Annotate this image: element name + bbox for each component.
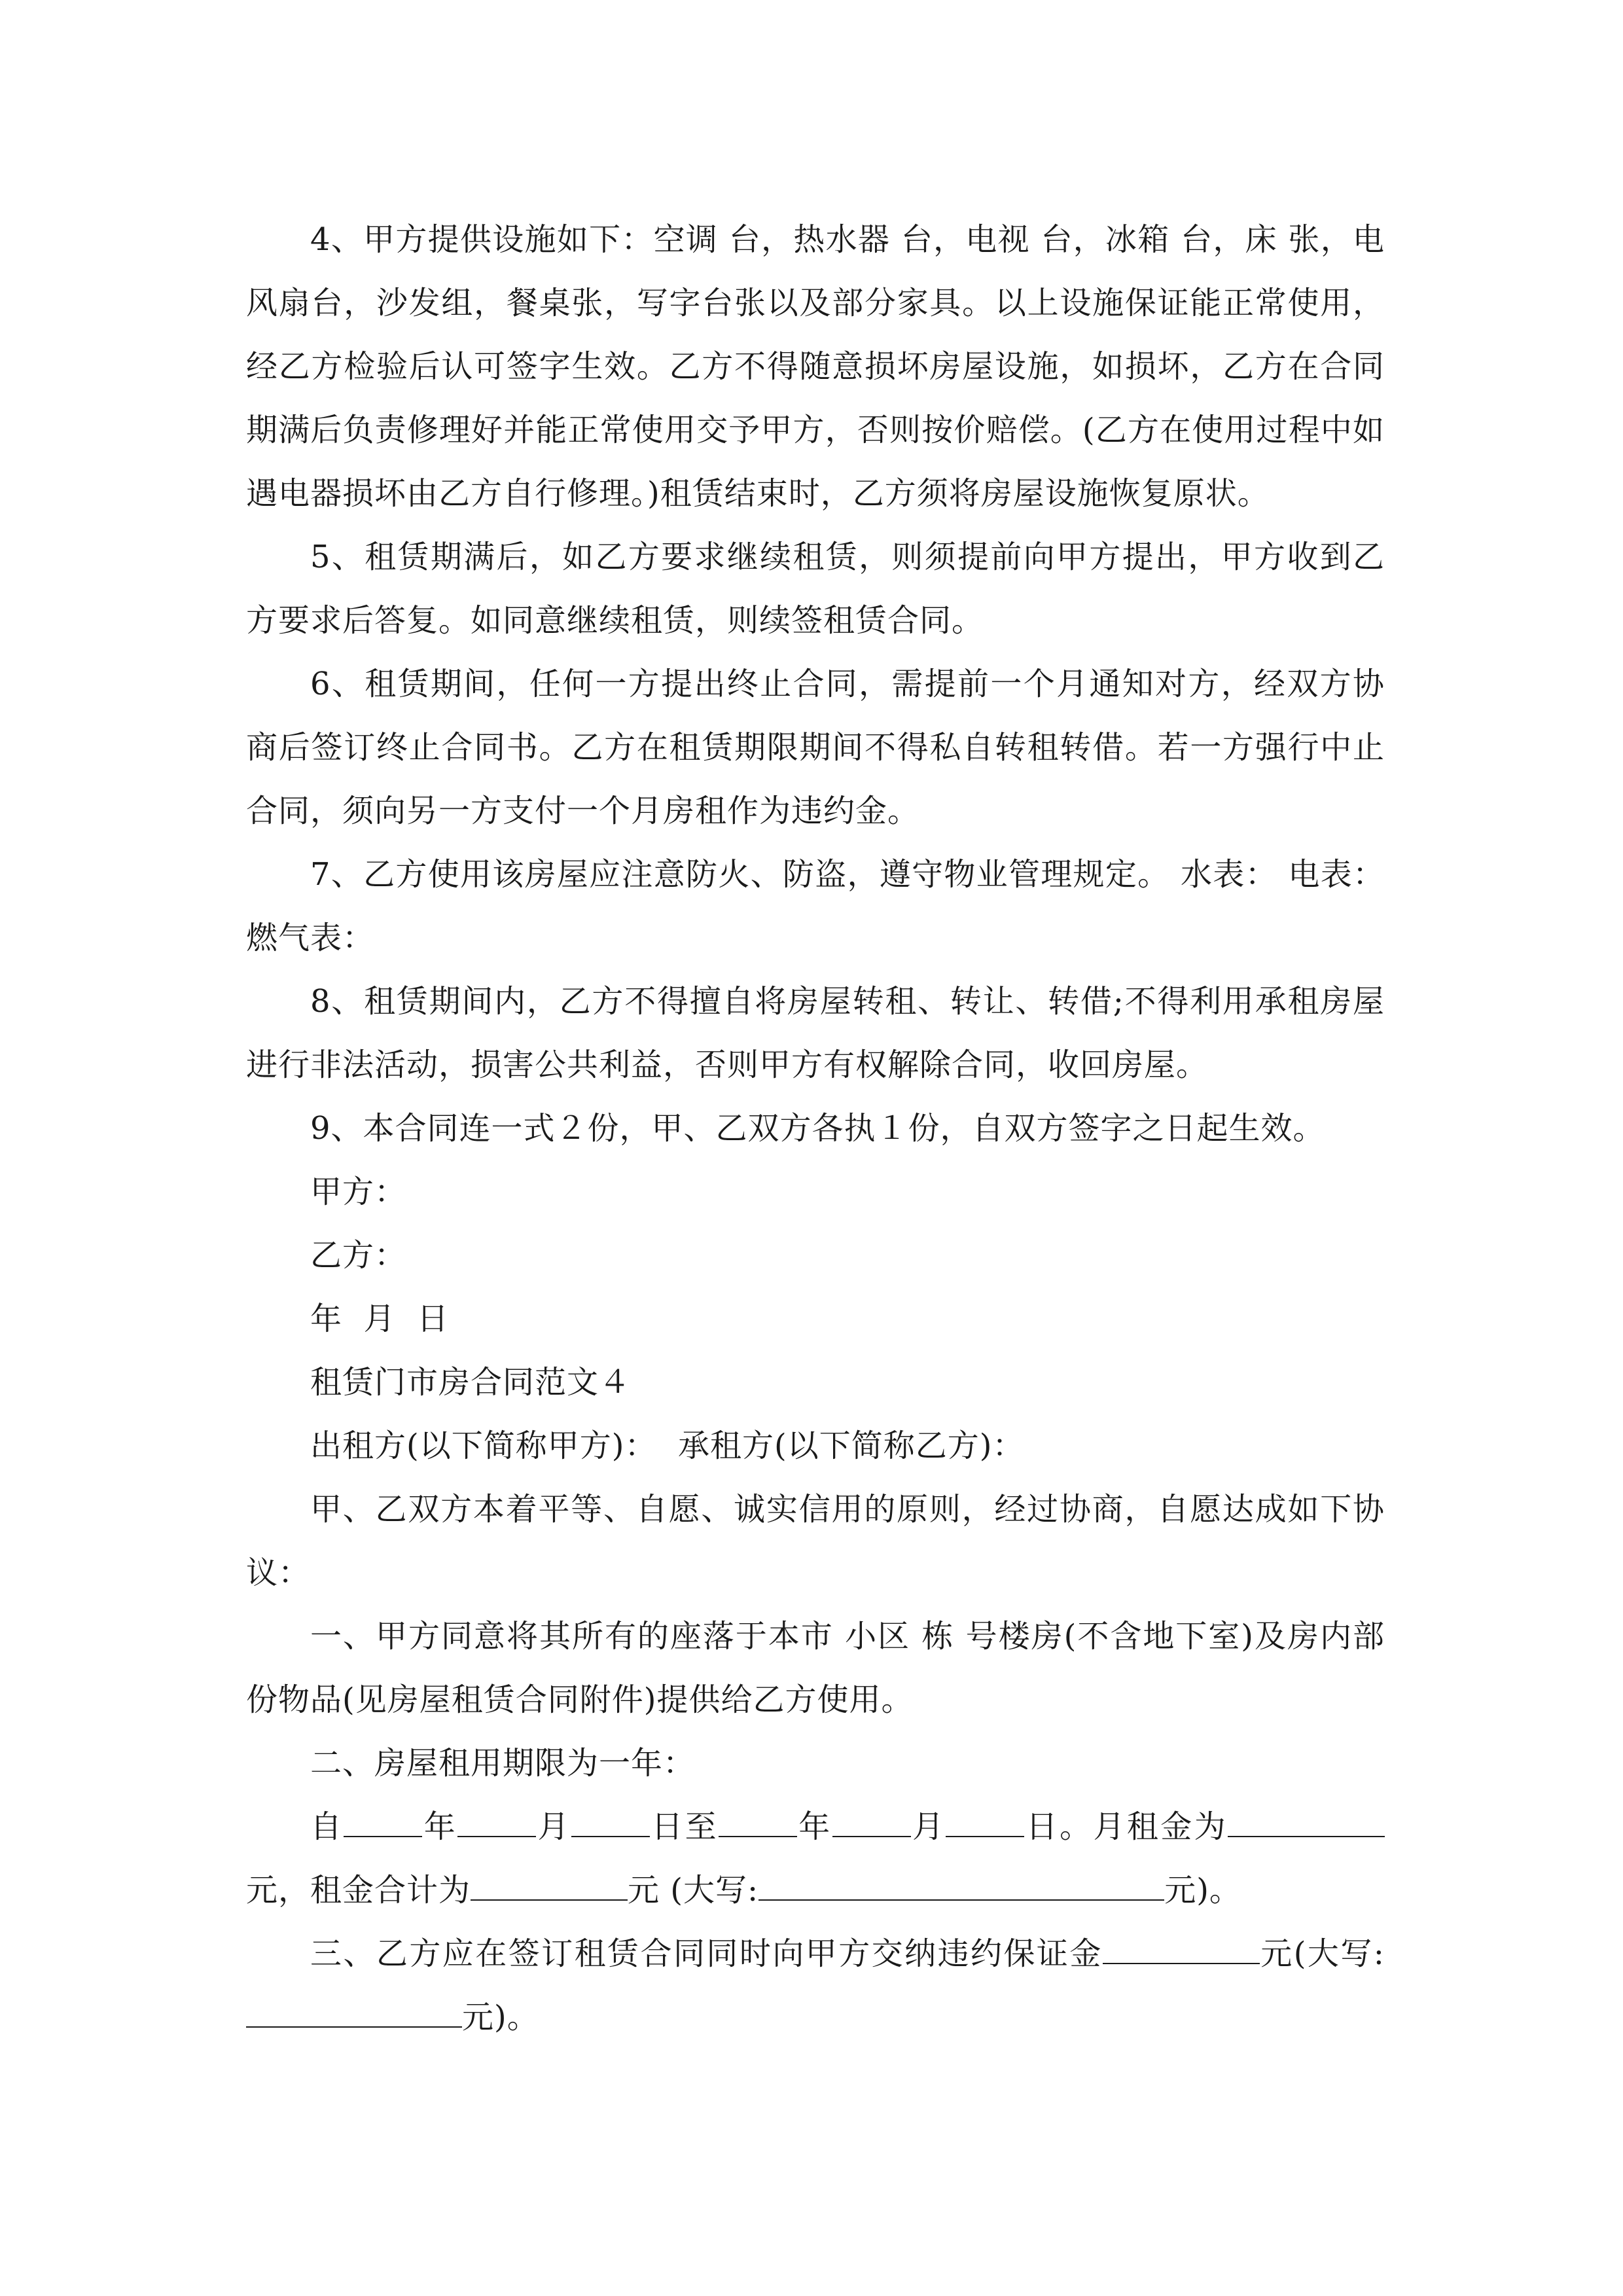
term-month: 月 (536, 1808, 571, 1845)
clause-5: 5、租赁期满后，如乙方要求继续租赁，则须提前向甲方提出，甲方收到乙方要求后答复。如同意继续租赁，则续签租赁合同。 (246, 539, 1385, 639)
clause-8: 8、租赁期间内，乙方不得擅自将房屋转租、转让、转借;不得利用承租房屋进行非法活动，损害公共利益，否则甲方有权解除合同，收回房屋。 (246, 983, 1385, 1083)
term-yuan-daxie: 元 (大写: (628, 1872, 759, 1909)
blank-deposit (1103, 1937, 1260, 1964)
blank-deposit-words (246, 2000, 462, 2028)
article-3-deposit (246, 1922, 1385, 2049)
term-day-end: 日。月租金为 (1024, 1808, 1228, 1845)
clause-6: 6、租赁期间，任何一方提出终止合同，需提前一个月通知对方，经双方协商后签订终止合同书。乙方在租赁期限期间不得私自转租转借。若一方强行中止合同，须向另一方支付一个月房租作为违约金。 (246, 666, 1385, 829)
section-title: 租赁门市房合同范文４ (310, 1364, 632, 1401)
blank-total-rent (471, 1873, 628, 1901)
blank-day-from (571, 1810, 650, 1837)
term-year2: 年 (796, 1808, 832, 1845)
clause-7: 7、乙方使用该房屋应注意防火、防盗，遵守物业管理规定。 水表： 电表：燃气表： (246, 856, 1385, 956)
article-1: 一、甲方同意将其所有的座落于本市 小区 栋 号楼房(不含地下室)及房内部份物品(见房屋租赁合同附件)提供给乙方使用。 (246, 1618, 1385, 1718)
term-year: 年 (422, 1808, 458, 1845)
parties-line: 出租方(以下简称甲方)： 承租方(以下简称乙方)： (310, 1427, 1025, 1464)
blank-year-to (719, 1810, 797, 1837)
deposit-yuan: 元(大写: (1259, 1935, 1385, 1972)
blank-year-from (344, 1810, 422, 1837)
signature-date: 年 月 日 (310, 1300, 450, 1337)
blank-total-rent-words (758, 1873, 1164, 1901)
document-page (246, 208, 1385, 2049)
blank-day-to (946, 1810, 1024, 1837)
deposit-close: 元)。 (462, 1999, 539, 2036)
clause-9: 9、本合同连一式２份，甲、乙双方各执１份，自双方签字之日起生效。 (310, 1110, 1325, 1147)
agreement-intro: 甲、乙双方本着平等、自愿、诚实信用的原则，经过协商，自愿达成如下协议： (246, 1491, 1385, 1591)
article-2: 二、房屋租用期限为一年： (310, 1745, 696, 1782)
blank-monthly-rent (1228, 1810, 1385, 1837)
deposit-text: 三、乙方应在签订租赁合同同时向甲方交纳违约保证金 (310, 1935, 1103, 1972)
term-month2: 月 (910, 1808, 946, 1845)
party-a-signature: 甲方： (310, 1174, 407, 1210)
clause-4: 4、甲方提供设施如下：空调 台，热水器 台，电视 台，冰箱 台，床 张，电风扇台，沙发组，餐桌张，写字台张以及部分家具。以上设施保证能正常使用，经乙方检验后认可签字生效。乙方不得随意损坏房屋设施，如损坏，乙方在合同期满后负责修理好并能正常使用交予甲方，否则按价赔偿。(乙方在使用过程中如遇电器损坏由乙方自行修理。)租赁结束时，乙方须将房屋设施恢复原状。 (246, 221, 1385, 512)
blank-month-to (832, 1810, 911, 1837)
term-day-to: 日至 (649, 1808, 719, 1845)
term-close: 元)。 (1164, 1872, 1241, 1909)
party-b-signature: 乙方： (310, 1237, 407, 1274)
term-from: 自 (310, 1808, 344, 1845)
term-yuan1: 元，租金合计为 (246, 1872, 471, 1909)
lease-term-line (246, 1795, 1385, 1922)
blank-month-from (457, 1810, 536, 1837)
